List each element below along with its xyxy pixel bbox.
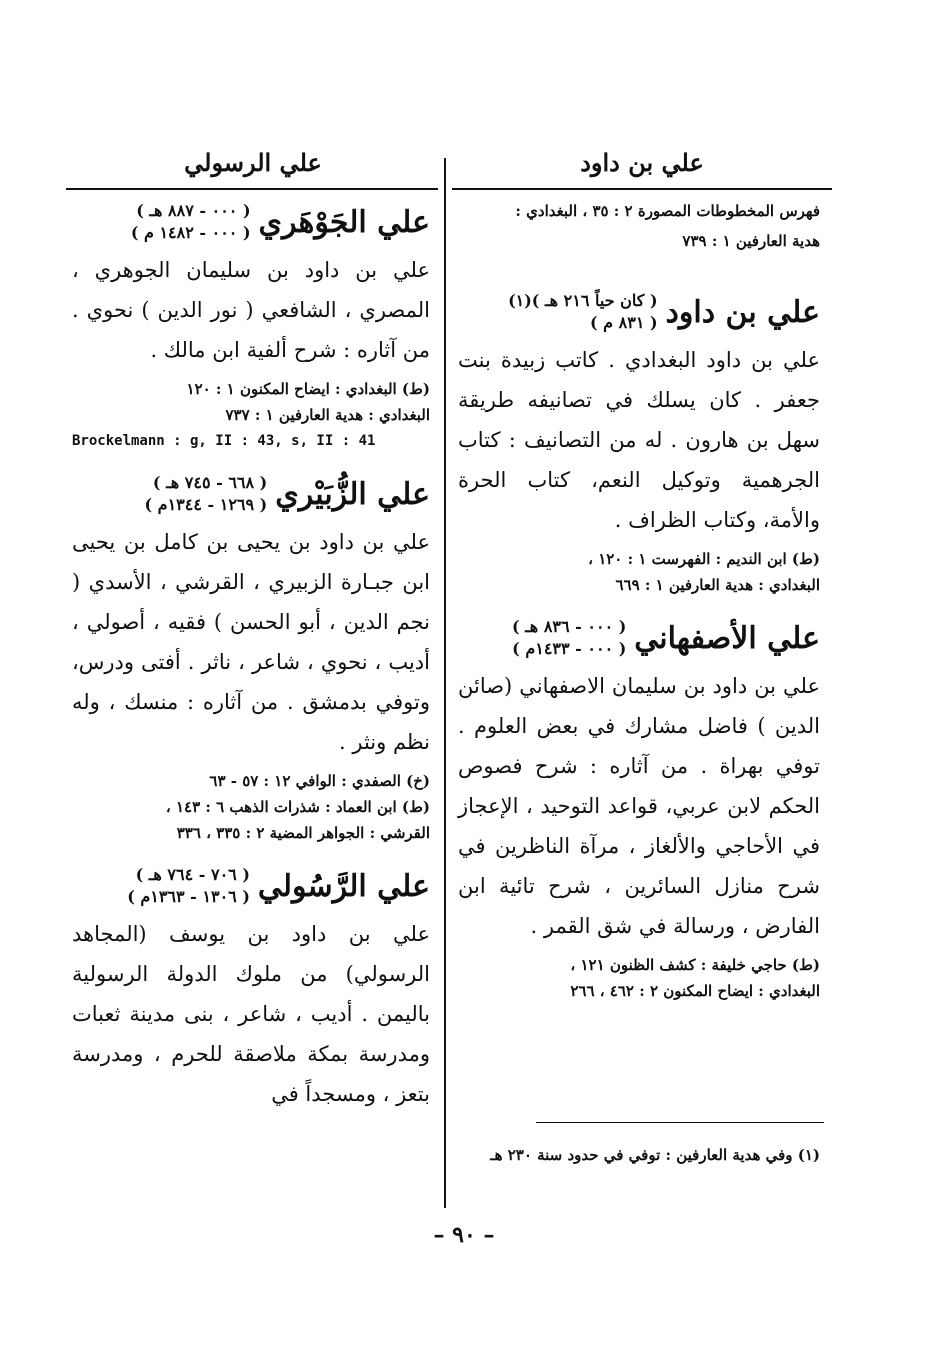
entry-ali-al-zubayri <box>72 472 430 846</box>
reference-line: البغدادي : هدية العارفين ١ : ٧٣٧ <box>225 406 430 424</box>
gregorian-date: ( ٠٠٠ - ١٤٨٢ م ) <box>130 223 251 242</box>
entry-references <box>458 546 820 598</box>
column-divider <box>444 158 446 1208</box>
entry-heading <box>458 616 820 660</box>
left-column <box>72 196 430 1132</box>
entry-dates <box>145 472 268 516</box>
latin-reference: Brockelmann : g, II : 43, s, II : 41 <box>72 433 376 449</box>
entry-ali-al-jawhari <box>72 200 430 454</box>
entry-heading <box>72 864 430 908</box>
entry-ali-al-isfahani <box>458 616 820 1004</box>
reference-line: البغدادي : هدية العارفين ١ : ٦٦٩ <box>615 576 820 594</box>
reference-line: (ط) ابن النديم : الفهرست ١ : ١٢٠ ، <box>588 550 820 568</box>
gregorian-date: ( ٠٠٠ - ١٤٣٣م ) <box>512 639 627 658</box>
entry-dates <box>508 290 657 334</box>
gregorian-date: ( ١٢٦٩ - ١٣٤٤م ) <box>144 495 268 514</box>
hijri-date: ( كان حياً ٢١٦ هـ )(١) <box>508 291 658 310</box>
hijri-date: ( ٦٦٨ - ٧٤٥ هـ ) <box>152 473 268 492</box>
continued-references <box>458 196 820 256</box>
entry-heading <box>72 200 430 244</box>
page-number: – ٩٠ – <box>433 1222 495 1248</box>
entry-body: علي بن داود البغدادي . كاتب زبيدة بنت جعفر . كان يسلك في تصانيفه طريقة سهل بن هارون . له من التصانيف : كتاب الجرهمية وتوكيل النعم، كتاب الحرة والأمة، وكتاب الظراف . <box>458 348 820 532</box>
entry-ali-bin-dawud <box>458 290 820 598</box>
reference-line: (ط) حاجي خليفة : كشف الظنون ١٢١ ، <box>570 956 820 974</box>
entry-references <box>72 376 430 454</box>
entry-ali-al-rasuli <box>72 864 430 1114</box>
entry-references <box>72 768 430 846</box>
gregorian-date: ( ٨٣١ م ) <box>590 313 658 332</box>
reference-line: البغدادي : ايضاح المكنون ٢ : ٤٦٢ ، ٢٦٦ <box>570 982 820 1000</box>
entry-dates <box>512 616 626 660</box>
reference-line: (ط) البغدادي : ايضاح المكنون ١ : ١٢٠ <box>186 380 430 398</box>
reference-line: هدية العارفين ١ : ٧٣٩ <box>682 232 820 250</box>
gregorian-date: ( ١٣٠٦ - ١٣٦٣م ) <box>127 887 250 906</box>
reference-line: فهرس المخطوطات المصورة ٢ : ٣٥ ، البغدادي : <box>515 202 820 220</box>
entry-dates <box>131 200 251 244</box>
running-header-left: علي الرسولي <box>184 148 322 177</box>
hijri-date: ( ٧٠٦ - ٧٦٤ هـ ) <box>135 865 250 884</box>
reference-line: القرشي : الجواهر المضية ٢ : ٣٣٥ ، ٣٣٦ <box>176 824 430 842</box>
entry-dates <box>127 864 250 908</box>
entry-name: علي الجَوْهَري <box>258 204 430 240</box>
entry-body: علي بن داود بن يحيى بن كامل بن يحيى ابن جبـارة الزبيري ، القرشي ، الأسدي ( نجم الدين ، أبو الحسن ) فقيه ، أصولي ، أديب ، نحوي ، شاعر ، ناثر . أفتى ودرس، وتوفي بدمشق . من آثاره : منسك ، وله نظم ونثر . <box>72 530 430 754</box>
entry-body: علي بن داود بن يوسف (المجاهد الرسولي) من ملوك الدولة الرسولية باليمن . أديب ، شاعر ، بنى مدينة ثعبات ومدرسة بمكة ملاصقة للحرم ، ومدرسة بتعز ، ومسجداً في <box>72 922 430 1106</box>
entry-heading <box>72 472 430 516</box>
header-rule-left <box>66 188 438 190</box>
entry-name: علي الأصفهاني <box>634 620 820 656</box>
footnote-rule <box>536 1122 824 1123</box>
running-header-right: علي بن داود <box>580 148 704 177</box>
header-rule-right <box>452 188 832 190</box>
entry-body: علي بن داود بن سليمان الجوهري ، المصري ، الشافعي ( نور الدين ) نحوي . من آثاره : شرح ألفية ابن مالك . <box>72 258 430 362</box>
entry-heading <box>458 290 820 334</box>
entry-references <box>458 952 820 1004</box>
entry-body: علي بن داود بن سليمان الاصفهاني (صائن الدين ) فاضل مشارك في بعض العلوم . توفي بهراة . من آثاره : شرح فصوص الحكم لابن عربي، قواعد التوحيد ، الإعجاز في الأحاجي والألغاز ، مرآة الناظرين في شرح منازل السائرين ، شرح تائية ابن الفارض ، ورسالة في شق القمر . <box>458 674 820 938</box>
reference-line: (ط) ابن العماد : شذرات الذهب ٦ : ١٤٣ ، <box>165 798 430 816</box>
footnote: (١) وفي هدية العارفين : توفي في حدود سنة ٢٣٠ هـ <box>490 1146 820 1164</box>
entry-name: علي الزُّبَيْري <box>275 476 430 512</box>
reference-line: (خ) الصفدي : الوافي ١٢ : ٥٧ - ٦٣ <box>209 772 430 790</box>
right-column <box>458 196 820 1022</box>
hijri-date: ( ٠٠٠ - ٨٣٦ هـ ) <box>511 617 627 636</box>
hijri-date: ( ٠٠٠ - ٨٨٧ هـ ) <box>136 201 251 220</box>
entry-name: علي بن داود <box>665 294 820 330</box>
entry-name: علي الرَّسُولي <box>257 868 430 904</box>
